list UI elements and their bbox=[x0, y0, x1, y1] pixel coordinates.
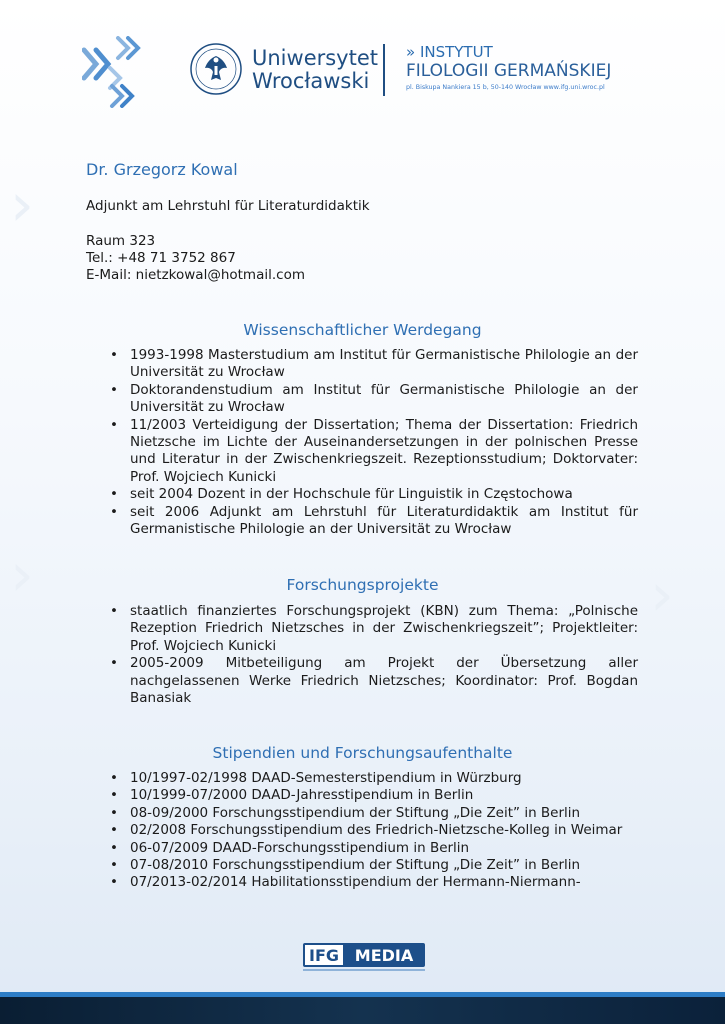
university-name-line2: Wrocławski bbox=[252, 69, 370, 93]
bullet-icon: • bbox=[110, 655, 118, 672]
list-item-text: 11/2003 Verteidigung der Dissertation; Thema der Dissertation: Friedrich Nietzsche im Lichte der Auseinandersetzungen in der polnischen Presse und Literatur in der Zwischenkriegszeit. Rezeptionsstudium; Doktorvater: Prof. Wojciech Kunicki bbox=[130, 416, 638, 485]
institute-name-line2: FILOLOGII GERMAŃSKIEJ bbox=[406, 61, 612, 81]
list-item bbox=[110, 822, 638, 839]
list-item-text: 2005-2009 Mitbeteiligung am Projekt der Übersetzung aller nachgelassenen Werke Friedrich Nietzsches; Koordinator: Prof. Bogdan Banasiak bbox=[130, 655, 638, 707]
list-item-text: 02/2008 Forschungsstipendium des Friedrich-Nietzsche-Kolleg in Weimar bbox=[130, 822, 623, 839]
institute-name-line1: » INSTYTUT bbox=[406, 43, 493, 61]
list-item bbox=[110, 787, 638, 804]
bullet-icon: • bbox=[110, 770, 118, 786]
ifg-media-logo bbox=[303, 943, 425, 973]
list-item bbox=[110, 805, 638, 822]
section-list-werdegang bbox=[110, 347, 638, 538]
list-item-text: Doktorandenstudium am Institut für Germanistische Philologie an der Universität zu Wrocław bbox=[130, 381, 638, 416]
arrows-logo-icon bbox=[82, 36, 162, 108]
background-chevron-decoration: › bbox=[10, 170, 34, 240]
person-position: Adjunkt am Lehrstuhl für Literaturdidaktik bbox=[86, 198, 370, 214]
list-item bbox=[110, 655, 638, 707]
bullet-icon: • bbox=[110, 347, 118, 363]
list-item bbox=[110, 486, 638, 503]
list-item-text: 08-09/2000 Forschungsstipendium der Stiftung „Die Zeit” in Berlin bbox=[130, 804, 581, 821]
list-item-text: 1993-1998 Masterstudium am Institut für Germanistische Philologie an der Universität zu Wrocław bbox=[130, 347, 638, 381]
list-item bbox=[110, 347, 638, 382]
institute-address: pl. Biskupa Nankiera 15 b, 50-140 Wrocław www.ifg.uni.wroc.pl bbox=[406, 84, 605, 91]
bullet-icon: • bbox=[110, 603, 118, 619]
list-item-text: seit 2004 Dozent in der Hochschule für Linguistik in Częstochowa bbox=[130, 486, 573, 503]
logo-text-media: MEDIA bbox=[354, 946, 414, 965]
bullet-icon: • bbox=[110, 381, 118, 398]
section-heading-werdegang: Wissenschaftlicher Werdegang bbox=[243, 321, 482, 339]
list-item-text: 10/1999-07/2000 DAAD-Jahresstipendium in Berlin bbox=[130, 787, 474, 804]
person-room: Raum 323 bbox=[86, 233, 156, 249]
footer-bar bbox=[0, 997, 725, 1024]
list-item bbox=[110, 417, 638, 487]
bullet-icon: • bbox=[110, 857, 118, 874]
university-name-line1: Uniwersytet bbox=[252, 46, 378, 70]
bullet-icon: • bbox=[110, 874, 118, 891]
section-list-forschungsprojekte bbox=[110, 603, 638, 707]
list-item bbox=[110, 840, 638, 857]
bullet-icon: • bbox=[110, 486, 118, 503]
person-name: Dr. Grzegorz Kowal bbox=[86, 160, 238, 179]
list-item-text: 10/1997-02/1998 DAAD-Semesterstipendium in Würzburg bbox=[130, 770, 522, 786]
list-item-text: seit 2006 Adjunkt am Lehrstuhl für Literaturdidaktik am Institut für Germanistische Philologie an der Universität zu Wrocław bbox=[130, 503, 638, 538]
list-item bbox=[110, 874, 638, 891]
list-item-text: 07-08/2010 Forschungsstipendium der Stiftung „Die Zeit” in Berlin bbox=[130, 857, 581, 874]
section-list-stipendien bbox=[110, 770, 638, 892]
university-name bbox=[252, 47, 378, 93]
bullet-icon: • bbox=[110, 503, 118, 520]
person-email[interactable]: E-Mail: nietzkowal@hotmail.com bbox=[86, 267, 305, 283]
bullet-icon: • bbox=[110, 787, 118, 804]
logo-text-ifg: IFG bbox=[308, 946, 340, 965]
list-item bbox=[110, 382, 638, 417]
list-item-text: staatlich finanziertes Forschungsprojekt (KBN) zum Thema: „Polnische Rezeption Friedrich Nietzsches in der Zwischenkriegszeit”; Projektleiter: Prof. Wojciech Kunicki bbox=[130, 603, 638, 654]
institute-name bbox=[406, 44, 611, 81]
header-divider bbox=[383, 44, 385, 96]
university-crest-icon bbox=[189, 42, 243, 96]
list-item bbox=[110, 504, 638, 539]
bullet-icon: • bbox=[110, 839, 118, 856]
list-item-text: 07/2013-02/2014 Habilitationsstipendium der Hermann-Niermann- bbox=[130, 874, 581, 891]
list-item-text: 06-07/2009 DAAD-Forschungsstipendium in Berlin bbox=[130, 839, 470, 856]
bullet-icon: • bbox=[110, 804, 118, 821]
background-chevron-decoration: › bbox=[650, 560, 674, 630]
section-heading-stipendien: Stipendien und Forschungsaufenthalte bbox=[212, 744, 513, 762]
list-item bbox=[110, 857, 638, 874]
person-phone: Tel.: +48 71 3752 867 bbox=[86, 250, 236, 266]
bullet-icon: • bbox=[110, 822, 118, 839]
background-chevron-decoration: › bbox=[10, 540, 34, 610]
bullet-icon: • bbox=[110, 416, 118, 433]
list-item bbox=[110, 770, 638, 787]
section-heading-forschungsprojekte: Forschungsprojekte bbox=[286, 576, 439, 594]
list-item bbox=[110, 603, 638, 655]
